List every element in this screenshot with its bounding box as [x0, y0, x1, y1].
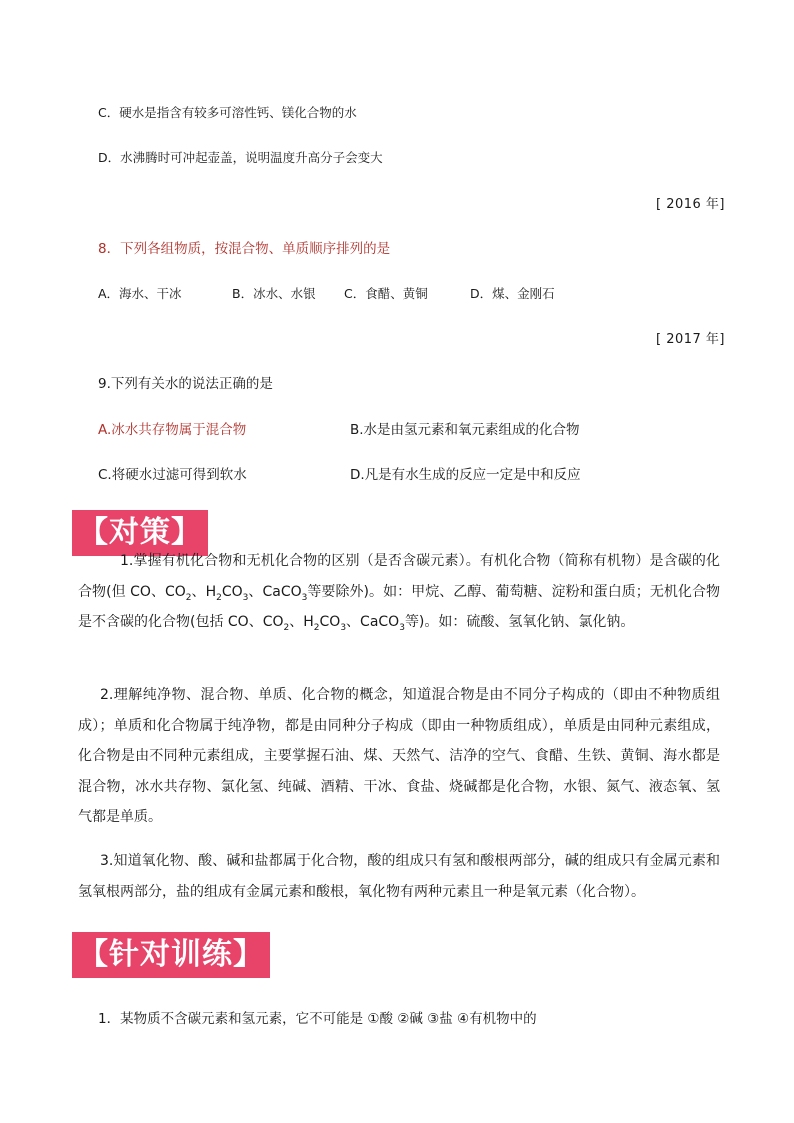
training-question-1: 1．某物质不含碳元素和氢元素，它不可能是 ①酸 ②碱 ③盐 ④有机物中的: [98, 1011, 537, 1027]
q9-option-b: B.水是由氢元素和氧元素组成的化合物: [350, 422, 580, 438]
strategy-banner: 【对策】: [72, 510, 208, 556]
year-2017-label: [ 2017 年]: [656, 332, 725, 347]
q7-option-d: D．水沸腾时可冲起壶盖，说明温度升高分子会变大: [98, 150, 383, 165]
strategy-paragraph-2: 2.理解纯净物、混合物、单质、化合物的概念，知道混合物是由不同分子构成的（即由不种物质组成）；单质和化合物属于纯净物，都是由同种分子构成（即由一种物质组成），单质是由同种元素组成，化合物是由不同种元素组成，主要掌握石油、煤、天然气、洁净的空气、食醋、生铁、黄铜、海水都是混合物，冰水共存物、氯化氢、纯碱、酒精、干冰、食盐、烧碱都是化合物，水银、氮气、液态氧、氢气都是单质。: [78, 687, 720, 825]
q9-option-a: A.冰水共存物属于混合物: [98, 422, 247, 438]
q9-stem: 9.下列有关水的说法正确的是: [98, 376, 273, 392]
year-2016-label: [ 2016 年]: [656, 197, 725, 212]
q9-option-d: D.凡是有水生成的反应一定是中和反应: [350, 467, 581, 483]
q8-option-b: B．冰水、水银: [232, 286, 316, 301]
q8-option-a: A．海水、干冰: [98, 286, 182, 301]
q7-option-c: C．硬水是指含有较多可溶性钙、镁化合物的水: [98, 105, 357, 120]
q8-option-c: C．食醋、黄铜: [344, 286, 428, 301]
q8-option-d: D．煤、金刚石: [470, 286, 555, 301]
q9-option-c: C.将硬水过滤可得到软水: [98, 467, 247, 483]
strategy-paragraph-3: 3.知道氧化物、酸、碱和盐都属于化合物，酸的组成只有氢和酸根两部分，碱的组成只有金属元素和氢氧根两部分，盐的组成有金属元素和酸根，氧化物有两种元素且一种是氧元素（化合物）。: [78, 853, 720, 900]
training-banner: 【针对训练】: [72, 932, 270, 978]
q8-stem: 8．下列各组物质，按混合物、单质顺序排列的是: [98, 241, 391, 257]
strategy-paragraph-1: 1.掌握有机化合物和无机化合物的区别（是否含碳元素）。有机化合物（简称有机物）是含碳的化合物(但 CO、$CO_2$、$H_2CO_3$、CaCO$_3$等要除外)。如：甲烷、乙醇、葡萄糖、淀粉和蛋白质；无机化合物是不含碳的化合物(包括 CO、$CO_2$、$H_2CO_3$、CaCO$_3$等)。如：硫酸、氢氧化钠、氯化钠。: [78, 553, 720, 633]
